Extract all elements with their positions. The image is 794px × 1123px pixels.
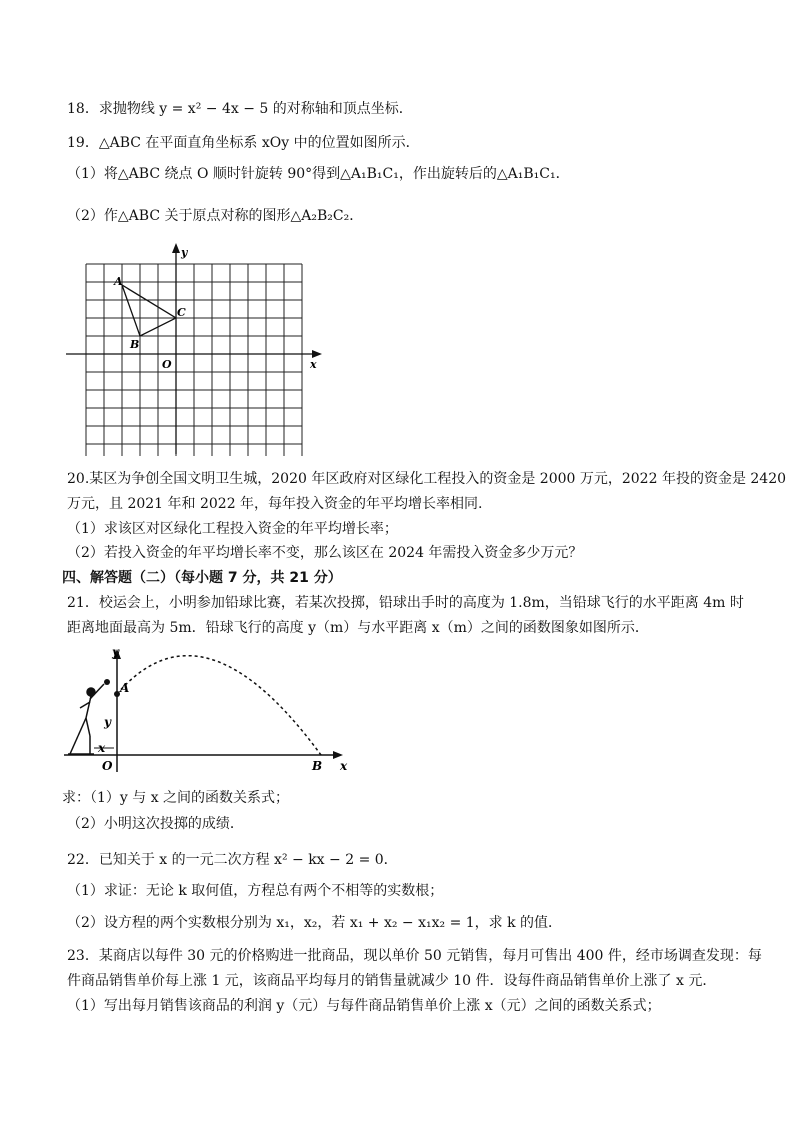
triangle-abc	[122, 285, 176, 336]
question-23-line-1: 23．某商店以每件 30 元的价格购进一批商品，现以单价 50 元销售，每月可售出 400 件，经市场调查发现：每	[67, 948, 762, 964]
question-20-line-1: 20.某区为争创全国文明卫生城，2020 年区政府对区绿化工程投入的资金是 2000 万元，2022 年投的资金是 2420	[67, 471, 787, 487]
point-a-label: A	[114, 275, 123, 288]
origin-label: O	[102, 759, 113, 773]
q19-grid-figure	[60, 238, 330, 456]
question-21-part-1: 求：（1）y 与 x 之间的函数关系式；	[62, 790, 290, 806]
question-23-line-2: 件商品销售单价每上涨 1 元，该商品平均每月的销售量就减少 10 件．设每件商品销售单价上涨了 x 元．	[67, 973, 717, 989]
shot-ball	[104, 679, 110, 685]
point-c-label: C	[177, 306, 186, 319]
offset-x-label: x	[98, 741, 106, 755]
q21-trajectory-svg	[60, 644, 360, 779]
point-b-label: B	[130, 338, 140, 351]
question-21-part-2: （2）小明这次投掷的成绩．	[67, 816, 244, 832]
y-axis-label: y	[181, 246, 188, 259]
question-20-line-2: 万元，且 2021 年和 2022 年，每年投入资金的年平均增长率相同.	[67, 496, 483, 512]
question-19-part-2: （2）作△ABC 关于原点对称的图形△A₂B₂C₂．	[67, 208, 364, 224]
trajectory-curve	[117, 656, 321, 755]
y-axis-arrow	[172, 243, 180, 253]
question-23-part-1: （1）写出每月销售该商品的利润 y（元）与每件商品销售单价上涨 x（元）之间的函数关系式；	[67, 998, 661, 1014]
question-20-part-1: （1）求该区对区绿化工程投入资金的年平均增长率；	[67, 521, 398, 537]
question-22-part-2: （2）设方程的两个实数根分别为 x₁，x₂，若 x₁ + x₂ − x₁x₂ = 1，求 k 的值．	[67, 915, 563, 931]
question-21-line-1: 21．校运会上，小明参加铅球比赛，若某次投掷，铅球出手时的高度为 1.8m，当铅球飞行的水平距离 4m 时	[67, 595, 744, 611]
origin-label: O	[162, 358, 172, 371]
q19-grid-svg	[60, 238, 330, 456]
x-axis-arrow	[333, 751, 343, 759]
question-19-part-1: （1）将△ABC 绕点 O 顺时针旋转 90°得到△A₁B₁C₁，作出旋转后的△A₁B₁C₁．	[67, 166, 570, 182]
question-22-part-1: （1）求证：无论 k 取何值，方程总有两个不相等的实数根；	[67, 883, 444, 899]
x-axis-label: x	[340, 759, 348, 773]
point-a-label: A	[120, 681, 130, 695]
q21-trajectory-figure	[60, 644, 360, 779]
question-18: 18．求抛物线 y = x² − 4x − 5 的对称轴和顶点坐标．	[67, 101, 413, 117]
question-19: 19．△ABC 在平面直角坐标系 xOy 中的位置如图所示．	[67, 135, 420, 151]
point-b-label: B	[312, 759, 323, 773]
question-20-part-2: （2）若投入资金的年平均增长率不变，那么该区在 2024 年需投入资金多少万元？	[67, 545, 583, 561]
height-y-label: y	[104, 715, 111, 729]
question-22: 22．已知关于 x 的一元二次方程 x² − kx − 2 = 0．	[67, 852, 398, 868]
question-21-line-2: 距离地面最高为 5m．铅球飞行的高度 y（m）与水平距离 x（m）之间的函数图象如图所示．	[67, 620, 649, 636]
section-4-heading: 四、解答题（二）（每小题 7 分，共 21 分）	[62, 570, 342, 586]
x-axis-arrow	[312, 350, 322, 358]
y-axis-label: y	[112, 645, 119, 659]
x-axis-label: x	[310, 358, 317, 371]
